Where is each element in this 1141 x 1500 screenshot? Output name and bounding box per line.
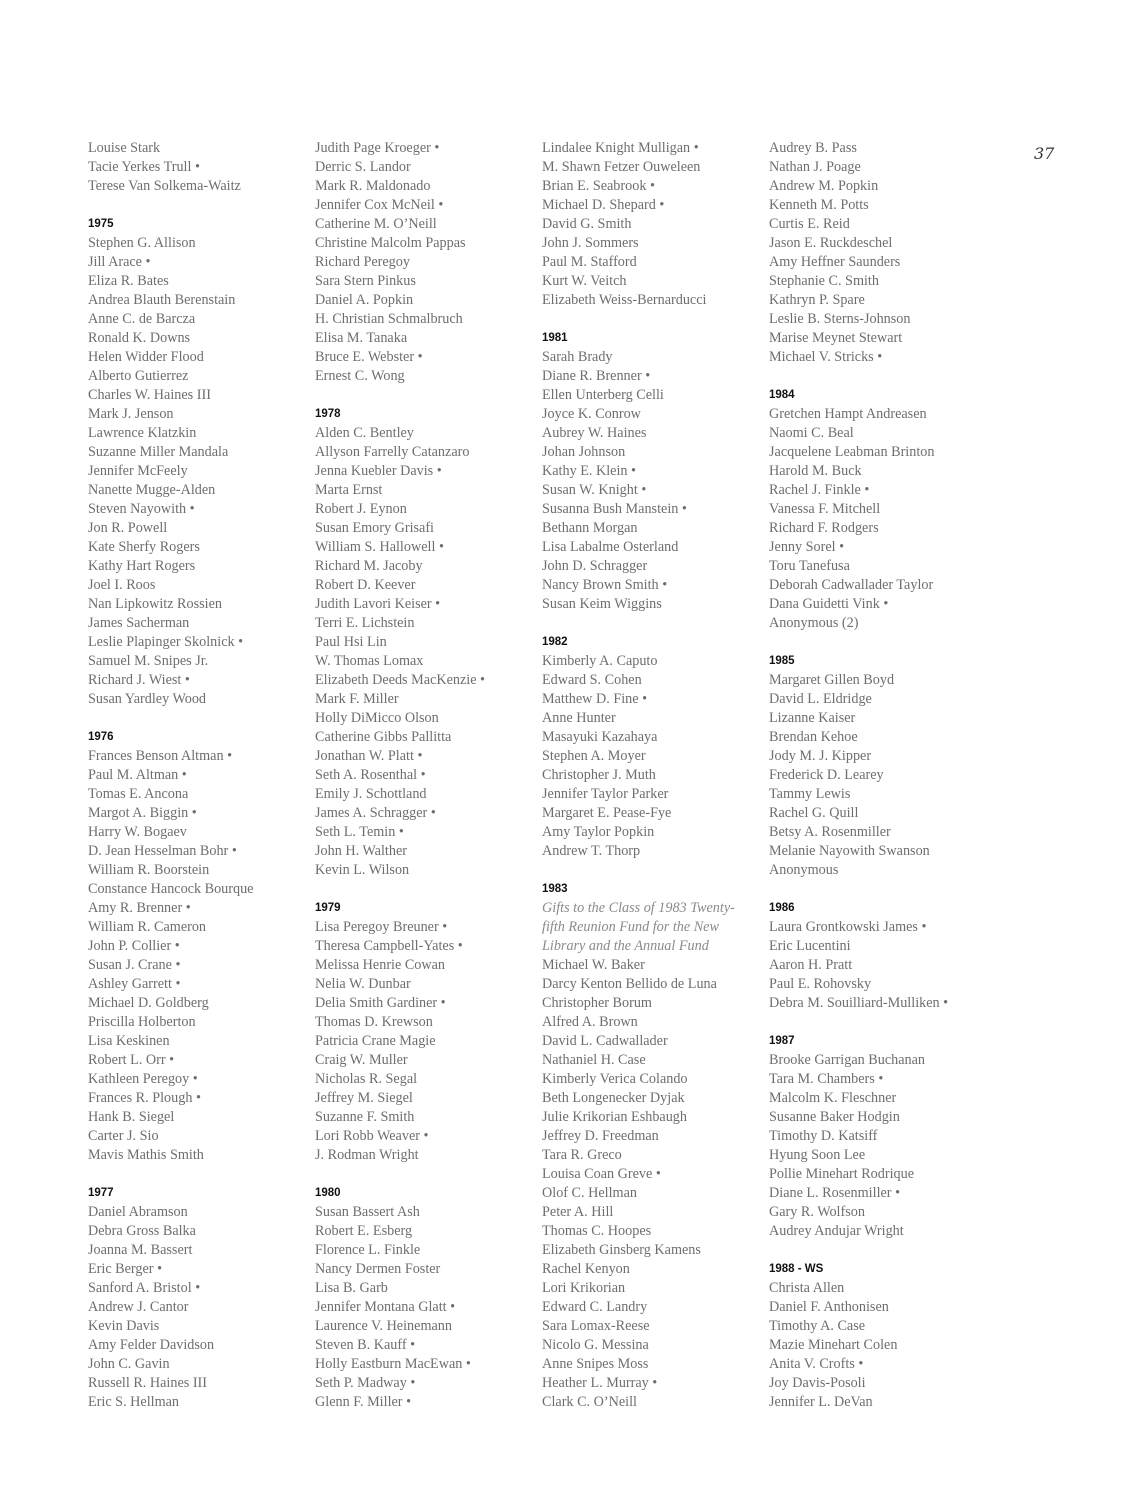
donor-name: James A. Schragger • <box>315 805 436 821</box>
donor-name: Brooke Garrigan Buchanan <box>769 1052 926 1068</box>
donor-name: John C. Gavin <box>88 1356 170 1372</box>
donor-name: Diane R. Brenner • <box>542 368 651 384</box>
donor-name: Robert L. Orr • <box>88 1052 175 1068</box>
class-year-heading: 1980 <box>315 1187 341 1199</box>
donor-name: Priscilla Holberton <box>88 1014 196 1030</box>
donor-name: David G. Smith <box>542 216 632 232</box>
donor-name: Gary R. Wolfson <box>769 1204 865 1220</box>
donor-name: Tara M. Chambers • <box>769 1071 884 1087</box>
donor-name: David L. Cadwallader <box>542 1033 668 1049</box>
donor-name: Suzanne F. Smith <box>315 1109 415 1125</box>
donor-name: Betsy A. Rosenmiller <box>769 824 891 840</box>
donor-name: Robert D. Keever <box>315 577 416 593</box>
donor-name: Margaret Gillen Boyd <box>769 672 895 688</box>
donor-name: H. Christian Schmalbruch <box>315 311 463 327</box>
donor-name: Richard Peregoy <box>315 254 410 270</box>
donor-name: Glenn F. Miller • <box>315 1394 412 1410</box>
donor-name: Helen Widder Flood <box>88 349 204 365</box>
donor-name: Louise Stark <box>88 140 161 156</box>
class-year-heading: 1986 <box>769 902 795 914</box>
donor-name: Anonymous <box>769 862 839 878</box>
donor-name: Mark F. Miller <box>315 691 399 707</box>
donor-name: Amy Taylor Popkin <box>542 824 655 840</box>
class-year-heading: 1979 <box>315 902 341 914</box>
donor-name: Rachel G. Quill <box>769 805 859 821</box>
column-2 <box>315 139 540 1412</box>
donor-name: Kenneth M. Potts <box>769 197 869 213</box>
donor-name: Mazie Minehart Colen <box>769 1337 898 1353</box>
donor-name: Clark C. O’Neill <box>542 1394 637 1410</box>
donor-name: Jill Arace • <box>88 254 151 270</box>
donor-name: Leslie Plapinger Skolnick • <box>88 634 244 650</box>
page-number: 37 <box>1034 144 1055 163</box>
donor-name: Jeffrey D. Freedman <box>542 1128 659 1144</box>
donor-name: Dana Guidetti Vink • <box>769 596 889 612</box>
donor-name: Anita V. Crofts • <box>769 1356 864 1372</box>
donor-name: Tammy Lewis <box>769 786 851 802</box>
donor-name: Thomas C. Hoopes <box>542 1223 652 1239</box>
donor-name: Brian E. Seabrook • <box>542 178 655 194</box>
donor-name: Joanna M. Bassert <box>88 1242 193 1258</box>
donor-name: Michael W. Baker <box>542 957 645 973</box>
donor-name: Steven Nayowith • <box>88 501 195 517</box>
donor-name: Louisa Coan Greve • <box>542 1166 661 1182</box>
donor-name: Richard J. Wiest • <box>88 672 190 688</box>
donor-name: Susanne Baker Hodgin <box>769 1109 900 1125</box>
donor-name: Derric S. Landor <box>315 159 411 175</box>
donor-name: Richard M. Jacoby <box>315 558 423 574</box>
donor-name: Nancy Dermen Foster <box>315 1261 441 1277</box>
donor-name: Ellen Unterberg Celli <box>542 387 664 403</box>
donor-name: Susan Emory Grisafi <box>315 520 435 536</box>
donor-name: Susan W. Knight • <box>542 482 647 498</box>
donor-name: Florence L. Finkle <box>315 1242 421 1258</box>
donor-name: Paul M. Altman • <box>88 767 187 783</box>
donor-name: Alfred A. Brown <box>542 1014 638 1030</box>
donor-name: Richard F. Rodgers <box>769 520 879 536</box>
donor-name: Seth P. Madway • <box>315 1375 416 1391</box>
donor-name: Rachel Kenyon <box>542 1261 630 1277</box>
donor-name: Kurt W. Veitch <box>542 273 627 289</box>
donor-name: Harry W. Bogaev <box>88 824 187 840</box>
class-year-heading: 1988 - WS <box>769 1263 824 1275</box>
donor-name: Susan Bassert Ash <box>315 1204 420 1220</box>
donor-name: Melanie Nayowith Swanson <box>769 843 930 859</box>
donor-name: Diane L. Rosenmiller • <box>769 1185 901 1201</box>
donor-name: Susanna Bush Manstein • <box>542 501 687 517</box>
donor-name: Bethann Morgan <box>542 520 638 536</box>
donor-name: Debra M. Souilliard-Mulliken • <box>769 995 949 1011</box>
donor-name: Seth L. Temin • <box>315 824 404 840</box>
donor-name: Stephen G. Allison <box>88 235 196 251</box>
donor-name: Debra Gross Balka <box>88 1223 196 1239</box>
donor-name: Marta Ernst <box>315 482 383 498</box>
donor-name: Jacquelene Leabman Brinton <box>769 444 935 460</box>
donor-name: Charles W. Haines III <box>88 387 211 403</box>
donor-name: Anne C. de Barcza <box>88 311 196 327</box>
donor-name: Anne Snipes Moss <box>542 1356 649 1372</box>
donor-name: Susan J. Crane • <box>88 957 181 973</box>
donor-name: Nicholas R. Segal <box>315 1071 418 1087</box>
donor-name: Deborah Cadwallader Taylor <box>769 577 934 593</box>
donor-name: Nancy Brown Smith • <box>542 577 668 593</box>
donor-name: Laurence V. Heinemann <box>315 1318 452 1334</box>
donor-name: Holly Eastburn MacEwan • <box>315 1356 471 1372</box>
donor-name: Nelia W. Dunbar <box>315 976 411 992</box>
donor-name: Holly DiMicco Olson <box>315 710 439 726</box>
donor-name: Kathleen Peregoy • <box>88 1071 198 1087</box>
donor-name: Darcy Kenton Bellido de Luna <box>542 976 717 992</box>
donor-name: Amy Heffner Saunders <box>769 254 901 270</box>
donor-name: Lisa Labalme Osterland <box>542 539 679 555</box>
donor-name: Marise Meynet Stewart <box>769 330 903 346</box>
donor-name: Margaret E. Pease-Fye <box>542 805 672 821</box>
donor-name: Jeffrey M. Siegel <box>315 1090 413 1106</box>
donor-name: Delia Smith Gardiner • <box>315 995 446 1011</box>
donor-name: Aaron H. Pratt <box>769 957 853 973</box>
donor-name: Michael V. Stricks • <box>769 349 883 365</box>
donor-name: Christopher J. Muth <box>542 767 656 783</box>
donor-name: Eric Berger • <box>88 1261 163 1277</box>
donor-name: Joy Davis-Posoli <box>769 1375 866 1391</box>
donor-name: Frances Benson Altman • <box>88 748 233 764</box>
donor-name: Beth Longenecker Dyjak <box>542 1090 685 1106</box>
donor-name: Amy Felder Davidson <box>88 1337 215 1353</box>
donor-name: Edward S. Cohen <box>542 672 642 688</box>
donor-name: Joyce K. Conrow <box>542 406 641 422</box>
donor-name: Kathy Hart Rogers <box>88 558 196 574</box>
donor-name: Lisa B. Garb <box>315 1280 388 1296</box>
class-gift-note: fifth Reunion Fund for the New <box>542 919 719 935</box>
class-gift-note: Gifts to the Class of 1983 Twenty- <box>542 900 735 916</box>
donor-name: Nathaniel H. Case <box>542 1052 646 1068</box>
donor-name: Kimberly A. Caputo <box>542 653 658 669</box>
donor-name: Alberto Gutierrez <box>88 368 189 384</box>
donor-name: Tacie Yerkes Trull • <box>88 159 200 175</box>
donor-name: Nicolo G. Messina <box>542 1337 649 1353</box>
class-year-heading: 1984 <box>769 389 795 401</box>
donor-name: Audrey Andujar Wright <box>769 1223 904 1239</box>
donor-name: Timothy D. Katsiff <box>769 1128 878 1144</box>
donor-name: Daniel Abramson <box>88 1204 188 1220</box>
donor-name: Judith Lavori Keiser • <box>315 596 441 612</box>
donor-name: Masayuki Kazahaya <box>542 729 658 745</box>
donor-name: Elizabeth Ginsberg Kamens <box>542 1242 701 1258</box>
donor-name: Judith Page Kroeger • <box>315 140 440 156</box>
donor-name: Patricia Crane Magie <box>315 1033 436 1049</box>
donor-name: Audrey B. Pass <box>769 140 857 156</box>
donor-name: Jody M. J. Kipper <box>769 748 872 764</box>
donor-name: Leslie B. Sterns-Johnson <box>769 311 911 327</box>
donor-name: D. Jean Hesselman Bohr • <box>88 843 237 859</box>
class-year-heading: 1975 <box>88 218 114 230</box>
donor-name: Sanford A. Bristol • <box>88 1280 201 1296</box>
class-year-heading: 1978 <box>315 408 341 420</box>
donor-name: Heather L. Murray • <box>542 1375 658 1391</box>
donor-name: Lori Krikorian <box>542 1280 626 1296</box>
donor-name: Brendan Kehoe <box>769 729 858 745</box>
donor-name: Lawrence Klatzkin <box>88 425 197 441</box>
donor-name: Anonymous (2) <box>769 615 859 631</box>
donor-name: Julie Krikorian Eshbaugh <box>542 1109 687 1125</box>
donor-name: John D. Schragger <box>542 558 648 574</box>
donor-name: M. Shawn Fetzer Ouweleen <box>542 159 701 175</box>
donor-name: Matthew D. Fine • <box>542 691 648 707</box>
donor-name: Steven B. Kauff • <box>315 1337 416 1353</box>
donor-name: J. Rodman Wright <box>315 1147 419 1163</box>
donor-name: Jennifer L. DeVan <box>769 1394 873 1410</box>
donor-name: Allyson Farrelly Catanzaro <box>315 444 470 460</box>
donor-name: Peter A. Hill <box>542 1204 614 1220</box>
donor-name: Harold M. Buck <box>769 463 862 479</box>
donor-name: Jonathan W. Platt • <box>315 748 423 764</box>
donor-name: Daniel F. Anthonisen <box>769 1299 889 1315</box>
donor-name: Terri E. Lichstein <box>315 615 415 631</box>
donor-name: Aubrey W. Haines <box>542 425 647 441</box>
donor-name: Nan Lipkowitz Rossien <box>88 596 222 612</box>
donor-name: Susan Yardley Wood <box>88 691 207 707</box>
donor-name: Hyung Soon Lee <box>769 1147 866 1163</box>
donor-name: Samuel M. Snipes Jr. <box>88 653 209 669</box>
donor-name: John J. Sommers <box>542 235 639 251</box>
donor-name: John P. Collier • <box>88 938 180 954</box>
donor-name: Jennifer Montana Glatt • <box>315 1299 456 1315</box>
donor-name: Elisa M. Tanaka <box>315 330 408 346</box>
donor-name: Pollie Minehart Rodrique <box>769 1166 915 1182</box>
donor-name: Eliza R. Bates <box>88 273 169 289</box>
donor-name: Catherine M. O’Neill <box>315 216 437 232</box>
donor-name: Andrew J. Cantor <box>88 1299 189 1315</box>
donor-name: Johan Johnson <box>542 444 626 460</box>
donor-name: Kate Sherfy Rogers <box>88 539 200 555</box>
donor-name: Eric S. Hellman <box>88 1394 180 1410</box>
donor-name: Christine Malcolm Pappas <box>315 235 466 251</box>
donor-name: Rachel J. Finkle • <box>769 482 870 498</box>
class-year-heading: 1976 <box>88 731 114 743</box>
donor-name: Lisa Peregoy Breuner • <box>315 919 448 935</box>
donor-name: Ernest C. Wong <box>315 368 405 384</box>
donor-name: Kathy E. Klein • <box>542 463 637 479</box>
donor-name: Christopher Borum <box>542 995 652 1011</box>
donor-name: Jenny Sorel • <box>769 539 845 555</box>
donor-name: Paul E. Rohovsky <box>769 976 872 992</box>
donor-name: William R. Boorstein <box>88 862 210 878</box>
donor-name: Craig W. Muller <box>315 1052 408 1068</box>
donor-name: John H. Walther <box>315 843 407 859</box>
class-gift-note: Library and the Annual Fund <box>542 938 709 954</box>
donor-name: Robert E. Esberg <box>315 1223 413 1239</box>
donor-name: Edward C. Landry <box>542 1299 648 1315</box>
donor-name: Nanette Mugge-Alden <box>88 482 216 498</box>
donor-name: Naomi C. Beal <box>769 425 854 441</box>
donor-name: Theresa Campbell-Yates • <box>315 938 463 954</box>
donor-name: Stephanie C. Smith <box>769 273 879 289</box>
donor-name: Michael D. Shepard • <box>542 197 665 213</box>
donor-name: Toru Tanefusa <box>769 558 850 574</box>
donor-name: Lori Robb Weaver • <box>315 1128 429 1144</box>
class-year-heading: 1981 <box>542 332 568 344</box>
donor-name: Mark R. Maldonado <box>315 178 431 194</box>
donor-name: Emily J. Schottland <box>315 786 427 802</box>
column-1 <box>88 139 313 1412</box>
donor-name: Laura Grontkowski James • <box>769 919 927 935</box>
donor-name: Tara R. Greco <box>542 1147 622 1163</box>
donor-name: Seth A. Rosenthal • <box>315 767 426 783</box>
donor-name: Lizanne Kaiser <box>769 710 856 726</box>
donor-name: Russell R. Haines III <box>88 1375 208 1391</box>
donor-name: Paul Hsi Lin <box>315 634 387 650</box>
donor-name: Kimberly Verica Colando <box>542 1071 688 1087</box>
donor-name: Christa Allen <box>769 1280 845 1296</box>
donor-name: Malcolm K. Fleschner <box>769 1090 897 1106</box>
donor-name: Sarah Brady <box>542 349 613 365</box>
class-year-heading: 1987 <box>769 1035 795 1047</box>
class-year-heading: 1982 <box>542 636 568 648</box>
donor-name: Gretchen Hampt Andreasen <box>769 406 927 422</box>
donor-name: Kathryn P. Spare <box>769 292 865 308</box>
donor-name: Robert J. Eynon <box>315 501 407 517</box>
donor-name: Amy R. Brenner • <box>88 900 191 916</box>
donor-name: William S. Hallowell • <box>315 539 444 555</box>
donor-name: Andrea Blauth Berenstain <box>88 292 236 308</box>
donor-name: Mark J. Jenson <box>88 406 174 422</box>
class-year-heading: 1985 <box>769 655 795 667</box>
donor-name: Andrew T. Thorp <box>542 843 641 859</box>
donor-name: Jennifer Cox McNeil • <box>315 197 444 213</box>
donor-name: Anne Hunter <box>542 710 616 726</box>
donor-name: W. Thomas Lomax <box>315 653 424 669</box>
donor-name: James Sacherman <box>88 615 190 631</box>
donor-name: Frederick D. Learey <box>769 767 884 783</box>
donor-name: Jason E. Ruckdeschel <box>769 235 893 251</box>
donor-name: Curtis E. Reid <box>769 216 850 232</box>
donor-name: David L. Eldridge <box>769 691 872 707</box>
donor-name: Paul M. Stafford <box>542 254 637 270</box>
donor-name: Suzanne Miller Mandala <box>88 444 229 460</box>
class-year-heading: 1977 <box>88 1187 114 1199</box>
donor-name: Michael D. Goldberg <box>88 995 209 1011</box>
donor-name: Melissa Henrie Cowan <box>315 957 446 973</box>
donor-name: Andrew M. Popkin <box>769 178 879 194</box>
donor-name: Sara Stern Pinkus <box>315 273 416 289</box>
donor-name: Bruce E. Webster • <box>315 349 423 365</box>
donor-name: Elizabeth Weiss-Bernarducci <box>542 292 707 308</box>
donor-name: Thomas D. Krewson <box>315 1014 433 1030</box>
donor-name: Jon R. Powell <box>88 520 168 536</box>
donor-name: Elizabeth Deeds MacKenzie • <box>315 672 486 688</box>
donor-name: Nathan J. Poage <box>769 159 861 175</box>
donor-name: Tomas E. Ancona <box>88 786 189 802</box>
donor-name: William R. Cameron <box>88 919 207 935</box>
donor-name: Susan Keim Wiggins <box>542 596 662 612</box>
donor-name: Joel I. Roos <box>88 577 156 593</box>
donor-name: Eric Lucentini <box>769 938 851 954</box>
donor-name: Olof C. Hellman <box>542 1185 637 1201</box>
donor-name: Frances R. Plough • <box>88 1090 201 1106</box>
donor-name: Ronald K. Downs <box>88 330 191 346</box>
column-3 <box>542 139 767 1412</box>
donor-name: Lindalee Knight Mulligan • <box>542 140 699 156</box>
donor-name: Jennifer McFeely <box>88 463 188 479</box>
donor-name: Daniel A. Popkin <box>315 292 414 308</box>
donor-name: Catherine Gibbs Pallitta <box>315 729 452 745</box>
donor-name: Vanessa F. Mitchell <box>769 501 881 517</box>
class-year-heading: 1983 <box>542 883 568 895</box>
donor-name: Alden C. Bentley <box>315 425 414 441</box>
donor-name: Jenna Kuebler Davis • <box>315 463 442 479</box>
donor-name: Terese Van Solkema-Waitz <box>88 178 241 194</box>
donor-name: Lisa Keskinen <box>88 1033 170 1049</box>
donor-name: Constance Hancock Bourque <box>88 881 254 897</box>
donor-name: Stephen A. Moyer <box>542 748 646 764</box>
donor-name: Jennifer Taylor Parker <box>542 786 669 802</box>
donor-name: Hank B. Siegel <box>88 1109 175 1125</box>
column-4 <box>769 139 994 1412</box>
donor-name: Carter J. Sio <box>88 1128 159 1144</box>
donor-name: Timothy A. Case <box>769 1318 866 1334</box>
donor-name: Ashley Garrett • <box>88 976 181 992</box>
donor-name: Kevin Davis <box>88 1318 160 1334</box>
donor-name: Sara Lomax-Reese <box>542 1318 650 1334</box>
donor-name: Mavis Mathis Smith <box>88 1147 204 1163</box>
donor-name: Margot A. Biggin • <box>88 805 197 821</box>
donor-name: Kevin L. Wilson <box>315 862 410 878</box>
